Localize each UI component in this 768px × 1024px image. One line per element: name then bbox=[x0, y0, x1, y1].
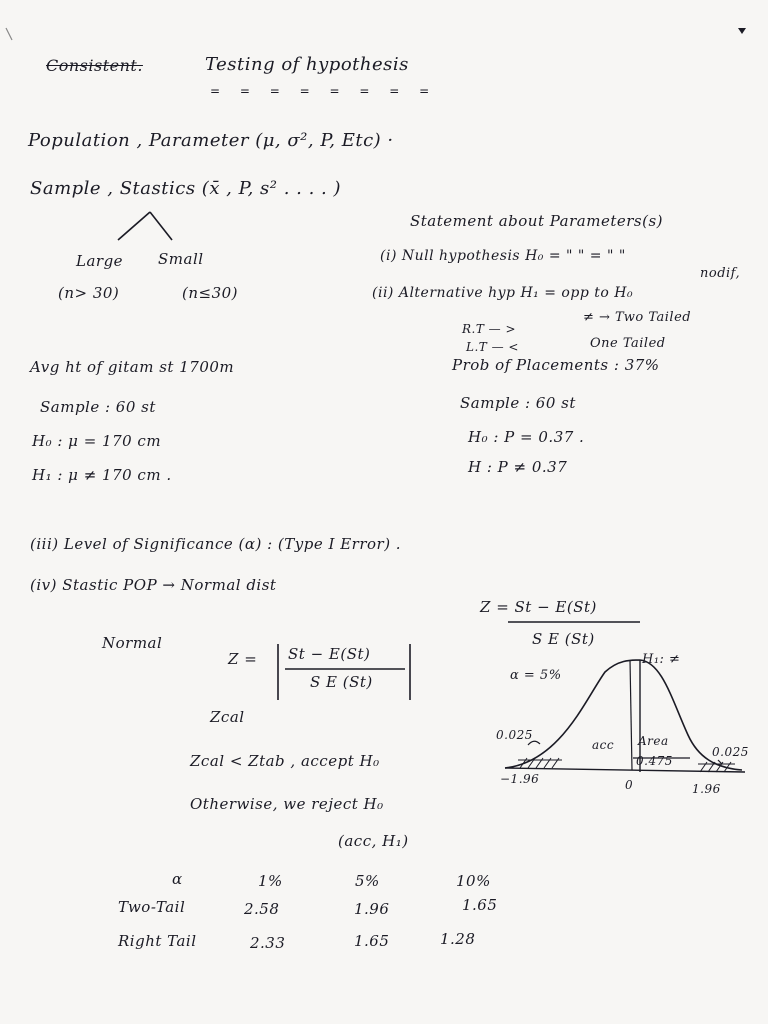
table-cell: 2.58 bbox=[244, 900, 280, 918]
example1-h1: H₁ : μ ≠ 170 cm . bbox=[32, 466, 172, 484]
table-row-label: Right Tail bbox=[118, 932, 197, 950]
table-header-5pct: 5% bbox=[355, 872, 380, 890]
z-numerator: St − E(St) bbox=[288, 645, 371, 663]
statement-line: Statement about Parameters(s) bbox=[410, 212, 663, 230]
alpha-label: α = 5% bbox=[510, 668, 562, 683]
corner-mark-left bbox=[6, 28, 12, 40]
example2-h0: H₀ : P = 0.37 . bbox=[468, 428, 585, 446]
example2-sample: Sample : 60 st bbox=[460, 394, 576, 412]
left-tail-note: L.T — < bbox=[466, 340, 519, 354]
null-hypothesis-end: nodif, bbox=[700, 266, 741, 281]
table-header-1pct: 1% bbox=[258, 872, 283, 890]
struck-heading: Consistent. bbox=[46, 56, 143, 75]
branch-right-line bbox=[150, 212, 172, 240]
normal-label: Normal bbox=[102, 634, 163, 652]
curve-divider-line bbox=[630, 660, 632, 770]
neg-critical-value: −1.96 bbox=[500, 772, 540, 786]
table-header-10pct: 10% bbox=[456, 872, 491, 890]
two-tailed-note: ≠ → Two Tailed bbox=[583, 310, 692, 325]
branch-left-line bbox=[118, 212, 150, 240]
zcal-label: Zcal bbox=[210, 708, 245, 726]
area-label: Area bbox=[638, 734, 669, 748]
z-equals: Z = bbox=[228, 650, 258, 668]
accept-h1-note: (acc, H₁) bbox=[338, 832, 409, 850]
right-tail-note: R.T — > bbox=[462, 322, 517, 336]
small-label: Small bbox=[158, 250, 204, 268]
accept-rule: Zcal < Ztab , accept H₀ bbox=[190, 752, 380, 770]
z-denominator: S E (St) bbox=[310, 673, 373, 691]
alternative-hypothesis: (ii) Alternative hyp H₁ = opp to H₀ bbox=[372, 285, 634, 301]
statistic-line: (iv) Stastic POP → Normal dist bbox=[30, 576, 277, 594]
sample-line: Sample , Stastics (x̄ , P, s² . . . . ) bbox=[30, 178, 342, 199]
zero-label: 0 bbox=[625, 778, 634, 792]
table-cell: 2.33 bbox=[250, 934, 286, 952]
table-cell: 1.65 bbox=[462, 896, 498, 914]
small-condition: (n≤30) bbox=[182, 284, 239, 302]
curve-h1-label: H₁: ≠ bbox=[642, 652, 681, 667]
example2-h1: H : P ≠ 0.37 bbox=[468, 458, 568, 476]
pos-critical-value: 1.96 bbox=[692, 782, 721, 796]
table-cell: 1.96 bbox=[354, 900, 390, 918]
right-tail-pointer bbox=[718, 760, 722, 764]
example1-sample: Sample : 60 st bbox=[40, 398, 156, 416]
example2-title: Prob of Placements : 37% bbox=[452, 356, 660, 374]
large-label: Large bbox=[76, 252, 124, 270]
corner-arrow-right bbox=[738, 28, 746, 34]
z-formula-numerator: Z = St − E(St) bbox=[480, 598, 597, 616]
example1-h0: H₀ : μ = 170 cm bbox=[32, 432, 162, 450]
population-line: Population , Parameter (μ, σ², P, Etc) · bbox=[28, 130, 394, 151]
z-formula-denominator: S E (St) bbox=[532, 630, 595, 648]
left-tail-value: 0.025 bbox=[496, 728, 533, 742]
level-of-significance: (iii) Level of Significance (α) : (Type I Error) . bbox=[30, 535, 402, 553]
null-hypothesis: (i) Null hypothesis H₀ = " " = " " bbox=[380, 248, 626, 264]
table-cell: 1.65 bbox=[354, 932, 390, 950]
example1-title: Avg ht of gitam st 1700m bbox=[30, 358, 235, 376]
large-condition: (n> 30) bbox=[58, 284, 120, 302]
table-cell: 1.28 bbox=[440, 930, 476, 948]
title-underline: = = = = = = = = bbox=[210, 84, 438, 98]
one-tailed-note: One Tailed bbox=[590, 336, 666, 351]
page-title: Testing of hypothesis bbox=[205, 54, 409, 75]
right-tail-value: 0.025 bbox=[712, 745, 749, 759]
area-value: 0.475 bbox=[636, 754, 673, 768]
reject-rule: Otherwise, we reject H₀ bbox=[190, 795, 384, 813]
acc-label: acc bbox=[592, 738, 615, 752]
right-tail-hatch bbox=[698, 762, 735, 772]
table-row-label: Two-Tail bbox=[118, 898, 186, 916]
table-header-alpha: α bbox=[172, 870, 183, 888]
